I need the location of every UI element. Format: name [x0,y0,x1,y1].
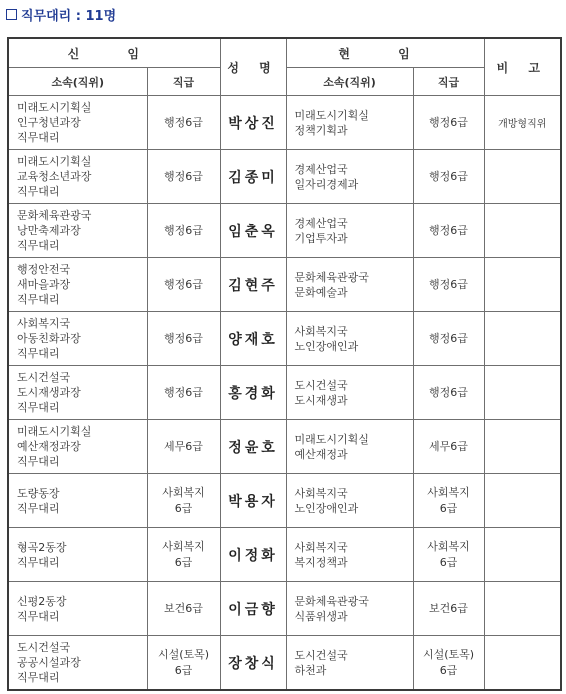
table-row [8,420,561,474]
new-affiliation-cell-line: 예산재정과장 [17,440,81,453]
new-affiliation-cell-line: 교육청소년과장 [17,170,92,183]
new-grade-cell: 사회복지 6급 [147,474,220,528]
current-affiliation-cell-line: 사회복지국 [294,324,348,338]
new-affiliation-cell-line: 직무대리 [17,455,60,468]
current-affiliation-cell-line: 노인장애인과 [294,339,359,353]
current-affiliation-cell [286,420,413,474]
current-affiliation-cell [286,474,413,528]
new-affiliation-cell-line: 인구청년과장 [17,116,81,129]
remarks-cell [484,636,561,691]
new-affiliation-cell-line: 새마을과장 [17,278,71,291]
new-grade-cell: 보건6급 [147,582,220,636]
current-grade-cell: 행정6급 [413,150,484,204]
current-affiliation-cell-line: 문화체육관광국 [294,270,369,284]
new-affiliation-cell-line: 도량동장 [17,486,60,500]
remarks-cell [484,582,561,636]
header-current-affiliation: 소속(직위) [286,68,413,96]
new-grade-cell: 행정6급 [147,204,220,258]
current-affiliation-cell-line: 사회복지국 [294,486,348,500]
person-name-cell: 박상진 [220,96,286,150]
section-heading-text: 직무대리 : 11명 [21,9,117,24]
current-affiliation-cell-line: 미래도시기획실 [294,108,369,122]
current-grade-cell: 시설(토목) 6급 [413,636,484,691]
new-affiliation-cell-line: 직무대리 [17,131,60,144]
new-affiliation-cell-line: 사회복지국 [17,317,71,330]
new-grade-cell: 행정6급 [147,96,220,150]
table-row [8,366,561,420]
current-affiliation-cell-line: 예산재정과 [294,447,348,461]
new-affiliation-cell [8,150,147,204]
remarks-cell [484,420,561,474]
current-affiliation-cell-line: 일자리경제과 [294,177,359,191]
person-name-cell: 양재호 [220,312,286,366]
new-affiliation-cell-line: 직무대리 [17,609,60,623]
header-new-affiliation: 소속(직위) [8,68,147,96]
new-affiliation-cell-line: 직무대리 [17,239,60,252]
new-affiliation-cell-line: 도시재생과장 [17,386,81,399]
person-name-cell: 장창식 [220,636,286,691]
person-name-cell: 홍경화 [220,366,286,420]
person-name-cell: 이금향 [220,582,286,636]
new-affiliation-cell-line: 도시건설국 [17,371,71,384]
current-affiliation-cell-line: 도시재생과 [294,393,348,407]
table-body [8,96,561,691]
new-grade-cell: 세무6급 [147,420,220,474]
current-affiliation-cell-line: 문화예술과 [294,285,348,299]
current-affiliation-cell-line: 정책기획과 [294,123,348,137]
current-affiliation-cell [286,366,413,420]
current-affiliation-cell [286,150,413,204]
current-affiliation-cell-line: 경제산업국 [294,162,348,176]
new-affiliation-cell [8,582,147,636]
new-affiliation-cell-line: 직무대리 [17,401,60,414]
current-affiliation-cell [286,96,413,150]
current-grade-cell: 행정6급 [413,312,484,366]
checkbox-square-icon [6,9,17,20]
new-affiliation-cell-line: 직무대리 [17,555,60,569]
table-row [8,636,561,691]
header-name: 성 명 [220,38,286,96]
new-grade-cell: 행정6급 [147,258,220,312]
new-affiliation-cell [8,312,147,366]
section-heading [6,6,116,28]
current-affiliation-cell-line: 도시건설국 [294,378,348,392]
new-affiliation-cell-line: 미래도시기획실 [17,101,92,114]
new-affiliation-cell [8,636,147,691]
remarks-cell [484,366,561,420]
current-affiliation-cell [286,582,413,636]
current-affiliation-cell-line: 식품위생과 [294,609,348,623]
new-affiliation-cell-line: 직무대리 [17,293,60,306]
current-affiliation-cell-line: 복지정책과 [294,555,348,569]
new-affiliation-cell-line: 아동친화과장 [17,332,81,345]
new-grade-cell: 사회복지 6급 [147,528,220,582]
header-current-post: 현 임 [286,38,484,68]
current-grade-cell: 행정6급 [413,366,484,420]
current-affiliation-cell-line: 도시건설국 [294,648,348,662]
current-affiliation-cell [286,636,413,691]
current-affiliation-cell-line: 경제산업국 [294,216,348,230]
new-affiliation-cell [8,528,147,582]
current-affiliation-cell [286,528,413,582]
table-row [8,150,561,204]
new-grade-cell: 행정6급 [147,312,220,366]
new-affiliation-cell-line: 낭만축제과장 [17,224,81,237]
current-grade-cell: 사회복지 6급 [413,528,484,582]
header-remarks: 비 고 [484,38,561,96]
new-grade-cell: 행정6급 [147,150,220,204]
new-affiliation-cell [8,204,147,258]
current-grade-cell: 행정6급 [413,96,484,150]
header-new-post: 신 임 [8,38,220,68]
new-affiliation-cell [8,366,147,420]
current-grade-cell: 행정6급 [413,204,484,258]
current-affiliation-cell-line: 미래도시기획실 [294,432,369,446]
new-affiliation-cell-line: 직무대리 [17,671,60,684]
current-affiliation-cell-line: 노인장애인과 [294,501,359,515]
new-affiliation-cell-line: 형곡2동장 [17,540,67,554]
remarks-cell [484,258,561,312]
remarks-cell [484,150,561,204]
person-name-cell: 임춘옥 [220,204,286,258]
new-affiliation-cell-line: 신평2동장 [17,594,67,608]
person-name-cell: 김종미 [220,150,286,204]
current-grade-cell: 보건6급 [413,582,484,636]
table-row [8,474,561,528]
new-grade-cell: 행정6급 [147,366,220,420]
header-current-grade: 직급 [413,68,484,96]
new-affiliation-cell-line: 행정안전국 [17,263,71,276]
remarks-cell [484,528,561,582]
current-affiliation-cell-line: 하천과 [294,663,327,677]
new-affiliation-cell [8,96,147,150]
header-new-grade: 직급 [147,68,220,96]
remarks-cell [484,474,561,528]
header-row-top [8,38,561,68]
current-grade-cell: 행정6급 [413,258,484,312]
table-row [8,258,561,312]
current-affiliation-cell [286,312,413,366]
current-affiliation-cell [286,258,413,312]
table-row [8,312,561,366]
appointment-table [7,37,562,691]
new-affiliation-cell [8,258,147,312]
new-affiliation-cell-line: 미래도시기획실 [17,425,92,438]
current-affiliation-cell [286,204,413,258]
new-affiliation-cell-line: 직무대리 [17,347,60,360]
new-affiliation-cell-line: 직무대리 [17,501,60,515]
new-affiliation-cell-line: 도시건설국 [17,641,71,654]
remarks-cell [484,312,561,366]
person-name-cell: 이정화 [220,528,286,582]
person-name-cell: 박용자 [220,474,286,528]
new-affiliation-cell [8,474,147,528]
current-grade-cell: 세무6급 [413,420,484,474]
new-affiliation-cell-line: 미래도시기획실 [17,155,92,168]
remarks-cell: 개방형직위 [484,96,561,150]
current-affiliation-cell-line: 기업투자과 [294,231,348,245]
current-affiliation-cell-line: 문화체육관광국 [294,594,369,608]
current-grade-cell: 사회복지 6급 [413,474,484,528]
table-row [8,582,561,636]
table-row [8,528,561,582]
table-row [8,96,561,150]
person-name-cell: 정윤호 [220,420,286,474]
table-row [8,204,561,258]
new-affiliation-cell-line: 공공시설과장 [17,656,81,669]
remarks-cell [484,204,561,258]
new-affiliation-cell-line: 직무대리 [17,185,60,198]
person-name-cell: 김현주 [220,258,286,312]
new-grade-cell: 시설(토목) 6급 [147,636,220,691]
new-affiliation-cell-line: 문화체육관광국 [17,209,92,222]
new-affiliation-cell [8,420,147,474]
current-affiliation-cell-line: 사회복지국 [294,540,348,554]
